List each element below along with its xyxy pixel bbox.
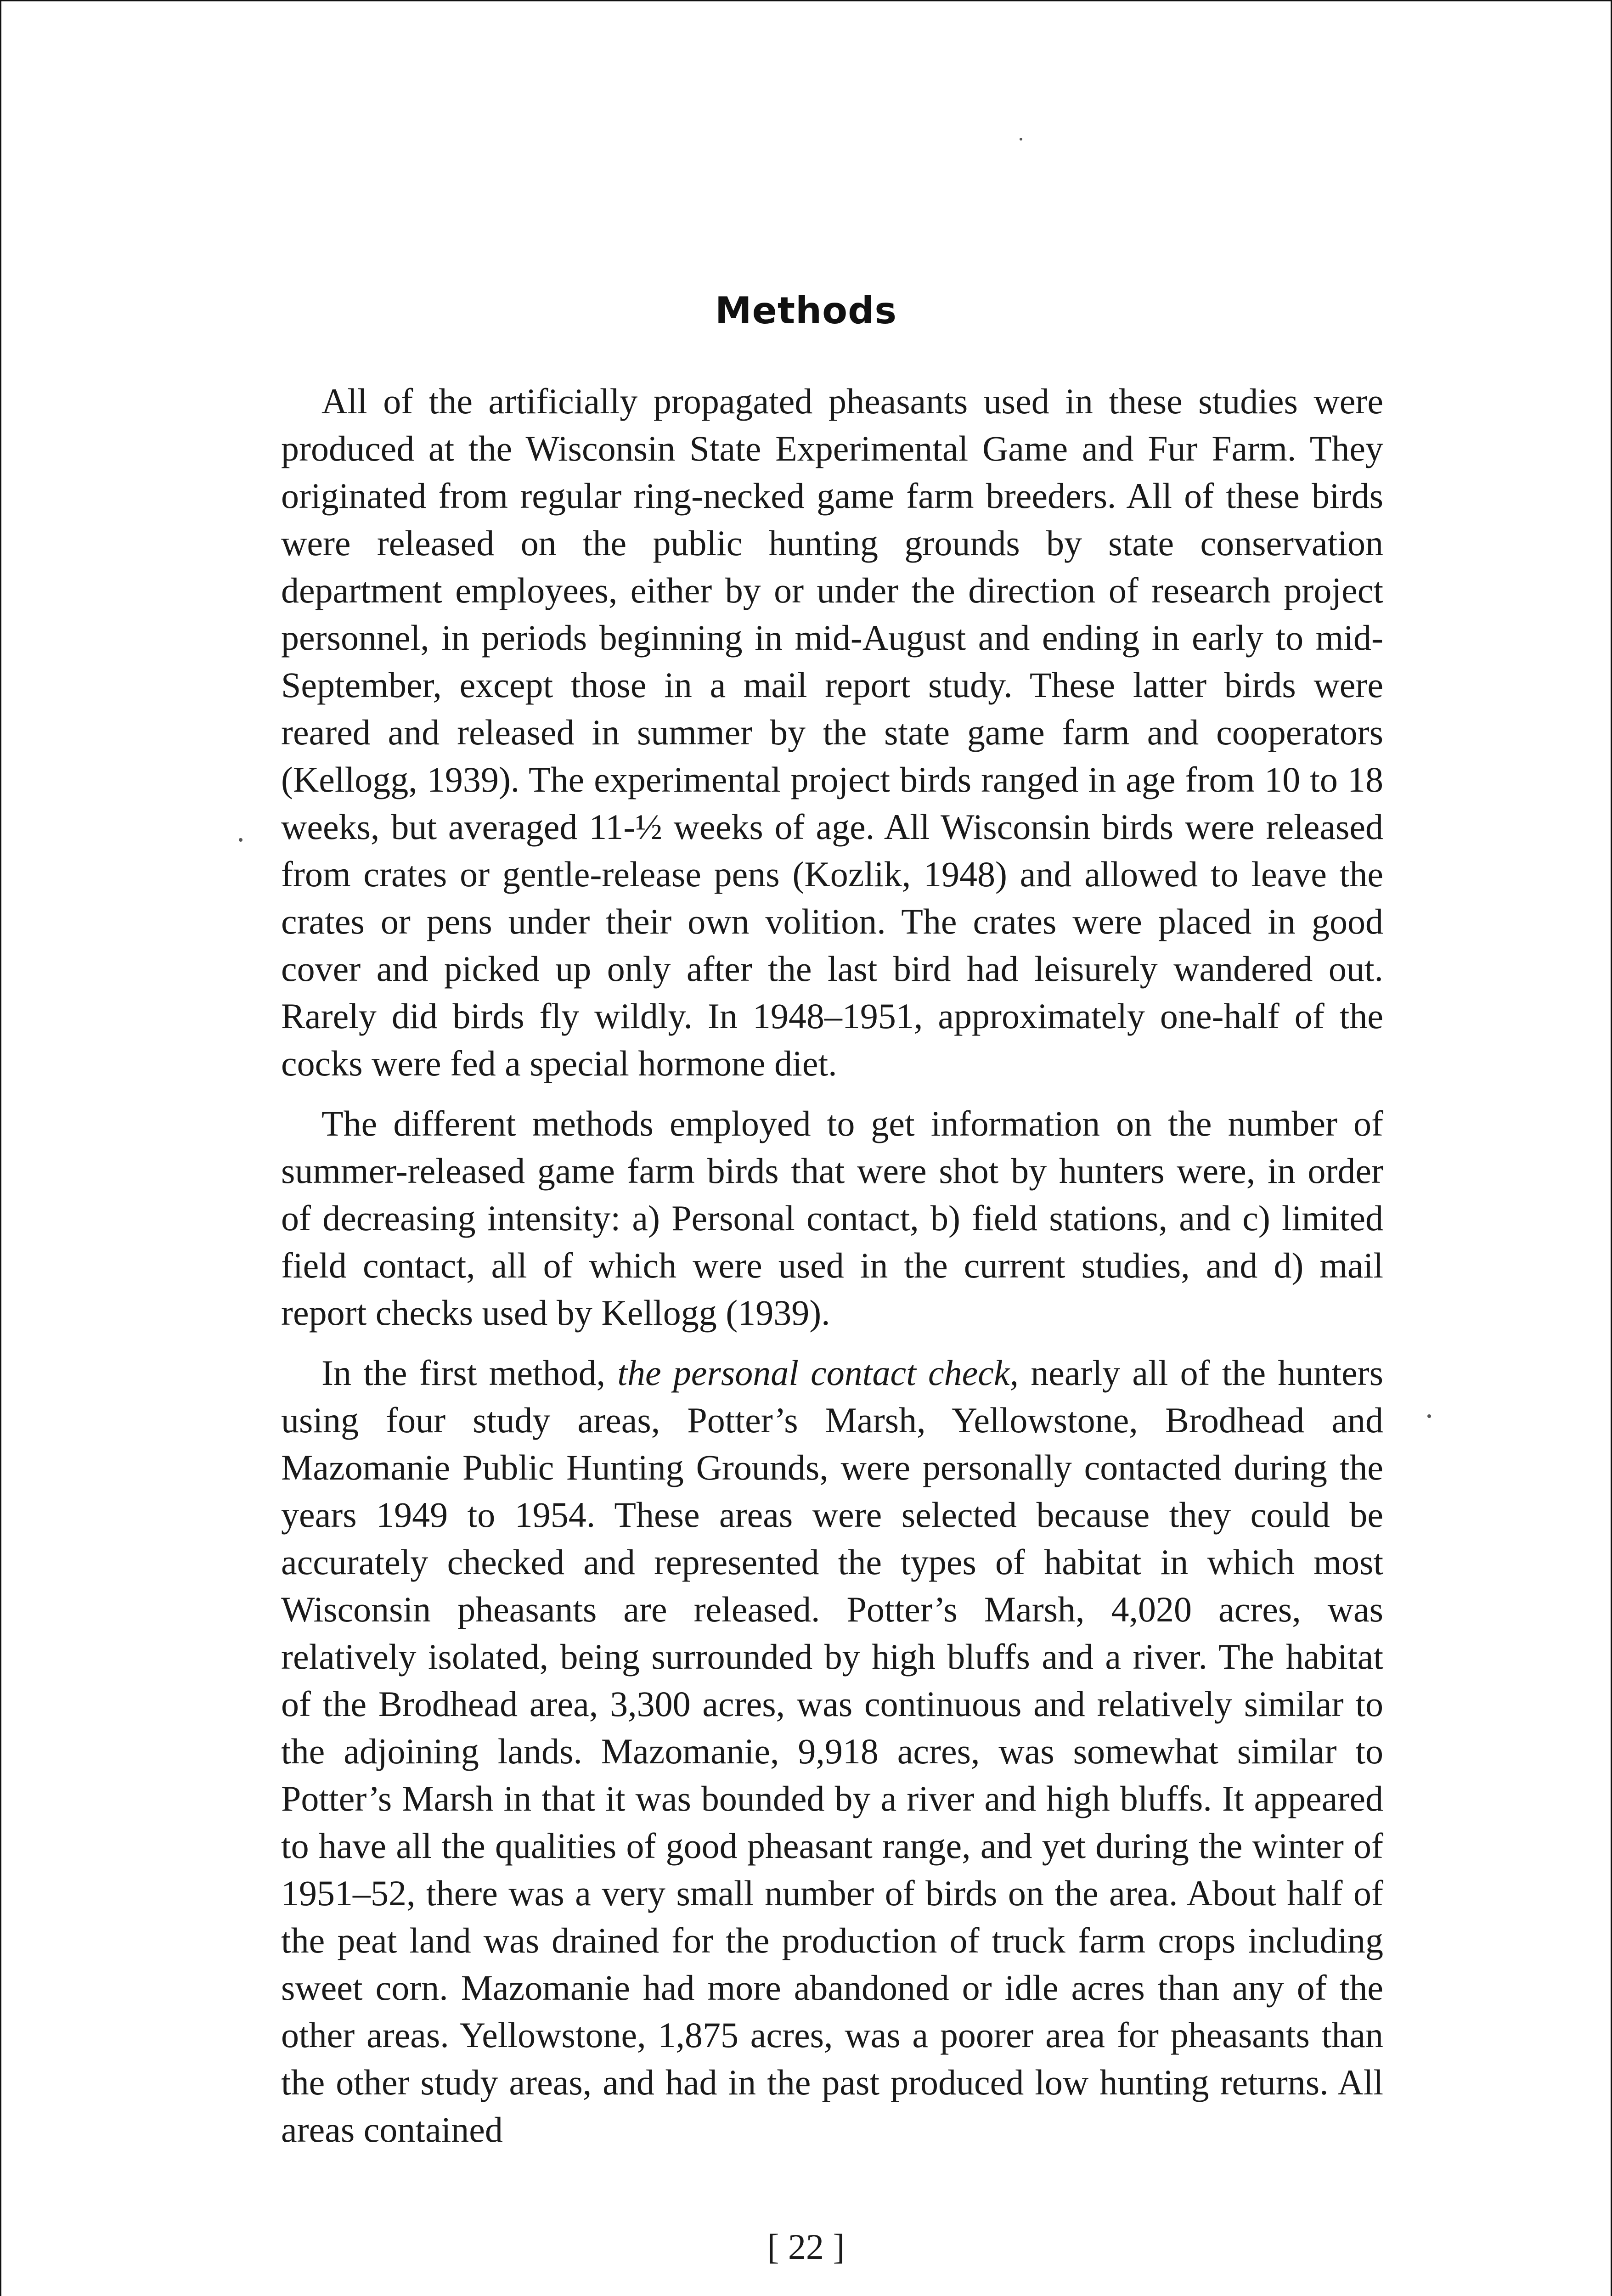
paragraph-propagation: All of the artificially propagated pheasants used in these studies were produced at the Wisconsin State Experimental Game and Fur Farm. They originated from regular ring-necked game farm breeders. All of these birds were released on the public hunting grounds by state conservation department employees, either by or under the direction of research project personnel, in periods beginning in mid-August and ending in early to mid-September, except those in a mail report study. These latter birds were reared and released in summer by the state game farm and cooperators (Kellogg, 1939). The experimental project birds ranged in age from 10 to 18 weeks, but averaged 11-½ weeks of age. All Wisconsin birds were released from crates or gentle-release pens (Kozlik, 1948) and allowed to leave the crates or pens under their own volition. The crates were placed in good cover and picked up only after the last bird had leisurely wandered out. Rarely did birds fly wildly. In 1948–1951, approximately one-half of the cocks were fed a special hormone diet.	[281, 381, 1383, 1083]
paragraph-continuation-text: nearly all of the hunters using four study areas, Potter’s Marsh, Yellowstone, Brodhead and Mazomanie Public Hunting Grounds, were personally contacted during the years 1949 to 1954. These areas were selected because they could be accurately checked and represented the types of habitat in which most Wisconsin pheasants are released. Potter’s Marsh, 4,020 acres, was relatively isolated, being surrounded by high bluffs and a river. The habitat of the Brodhead area, 3,300 acres, was continuous and relatively similar to the adjoining lands. Mazomanie, 9,918 acres, was somewhat similar to Potter’s Marsh in that it was bounded by a river and high bluffs. It appeared to have all the qualities of good pheasant range, and yet during the winter of 1951–52, there was a very small number of birds on the area. About half of the peat land was drained for the production of truck farm crops including sweet corn. Mazomanie had more abandoned or idle acres than any of the other areas. Yellowstone, 1,875 acres, was a poorer area for pheasants than the other study areas, and had in the past produced low hunting returns. All areas contained	[281, 1353, 1384, 2150]
italic-term: the personal contact check,	[617, 1353, 1019, 1393]
scan-speck	[1427, 1414, 1431, 1418]
page-number: [ 22 ]	[767, 2227, 845, 2267]
paragraph-methods-list: The different methods employed to get information on the number of summer-released game farm birds that were shot by hunters were, in order of decreasing intensity: a) Personal contact, b) field stations, and c) limited field contact, all of which were used in the current studies, and d) mail report checks used by Kellogg (1939).	[281, 1103, 1383, 1333]
section-heading: Methods	[715, 289, 897, 332]
paragraph-intro-text: In the first method,	[321, 1353, 618, 1393]
body-text	[281, 377, 1383, 2166]
scan-speck	[1020, 138, 1022, 141]
scan-speck	[239, 838, 242, 842]
paragraph-personal-contact	[281, 1349, 1383, 2153]
